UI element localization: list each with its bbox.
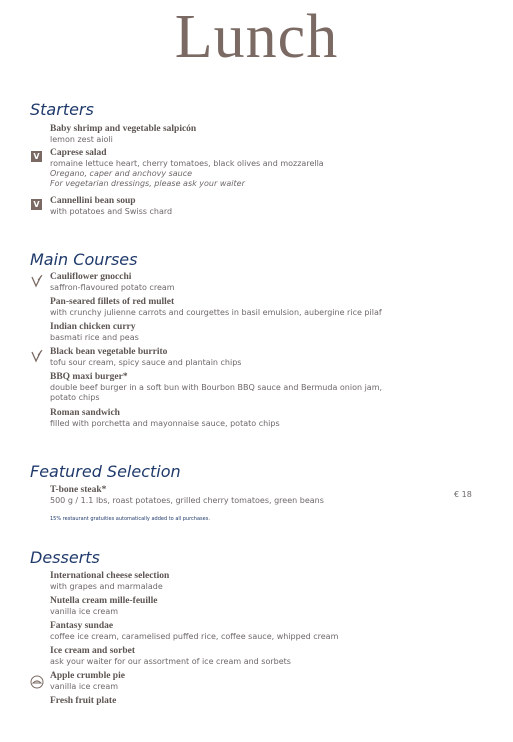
section-heading-featured-selection: Featured Selection [30,462,181,481]
item-description: potato chips [50,393,100,402]
item-name: Caprese salad [50,148,107,158]
item-name: Cauliflower gnocchi [50,272,132,282]
menu-item [50,696,470,707]
gratuity-note: 15% restaurant gratuities automatically added to all purchases. [50,516,210,522]
item-name: Fresh fruit plate [50,696,117,706]
item-description: basmati rice and peas [50,333,139,342]
menu-item [50,408,470,429]
item-description: with grapes and marmalade [50,582,163,591]
page-title: Lunch [174,3,339,71]
item-name: T-bone steak* [50,485,107,495]
item-name: Ice cream and sorbet [50,646,136,656]
menu-item [50,372,470,403]
item-name: Nutella cream mille-feuille [50,596,158,606]
item-description: with crunchy julienne carrots and courgettes in basil emulsion, aubergine rice pilaf [50,308,382,317]
menu-item [50,621,470,642]
menu-item [50,322,470,343]
vegan-leaf-icon [30,274,44,288]
menu-item [50,596,470,617]
item-name: Black bean vegetable burrito [50,347,168,357]
pie-icon [30,675,44,689]
item-note: Oregano, caper and anchovy sauce [50,169,193,178]
menu-item [50,347,470,368]
menu-item [50,485,470,506]
menu-item [50,646,470,667]
item-description: romaine lettuce heart, cherry tomatoes, black olives and mozzarella [50,159,324,168]
menu-item [50,297,470,318]
item-name: Baby shrimp and vegetable salpicón [50,124,197,134]
item-name: BBQ maxi burger* [50,372,128,382]
item-description: saffron-flavoured potato cream [50,283,175,292]
item-price: € 18 [454,490,472,499]
item-description: vanilla ice cream [50,682,119,691]
section-heading-main-courses: Main Courses [30,250,138,269]
menu-item [50,196,470,217]
item-name: Roman sandwich [50,408,120,418]
item-name: Pan-seared fillets of red mullet [50,297,175,307]
item-description: tofu sour cream, spicy sauce and plantain chips [50,358,242,367]
menu-item [50,272,470,293]
item-description: ask your waiter for our assortment of ice cream and sorbets [50,657,291,666]
item-description: double beef burger in a soft bun with Bourbon BBQ sauce and Bermuda onion jam, [50,383,383,392]
menu-item [50,571,470,592]
menu-item [50,148,470,189]
item-name: Indian chicken curry [50,322,136,332]
item-description: filled with porchetta and mayonnaise sauce, potato chips [50,419,280,428]
item-description: coffee ice cream, caramelised puffed rice, coffee sauce, whipped cream [50,632,339,641]
item-name: Apple crumble pie [50,671,125,681]
menu-item [50,671,470,692]
section-heading-desserts: Desserts [30,548,100,567]
item-name: Cannellini bean soup [50,196,136,206]
vegan-leaf-icon [30,349,44,363]
section-heading-starters: Starters [30,100,94,119]
item-name: International cheese selection [50,571,170,581]
item-name: Fantasy sundae [50,621,114,631]
item-description: lemon zest aioli [50,135,113,144]
menu-item [50,124,470,145]
vegetarian-v-icon: V [31,151,42,162]
vegetarian-v-icon: V [31,199,42,210]
item-description: 500 g / 1.1 lbs, roast potatoes, grilled cherry tomatoes, green beans [50,496,324,505]
item-description: vanilla ice cream [50,607,119,616]
item-description: with potatoes and Swiss chard [50,207,173,216]
item-note: For vegetarian dressings, please ask your waiter [50,179,245,188]
